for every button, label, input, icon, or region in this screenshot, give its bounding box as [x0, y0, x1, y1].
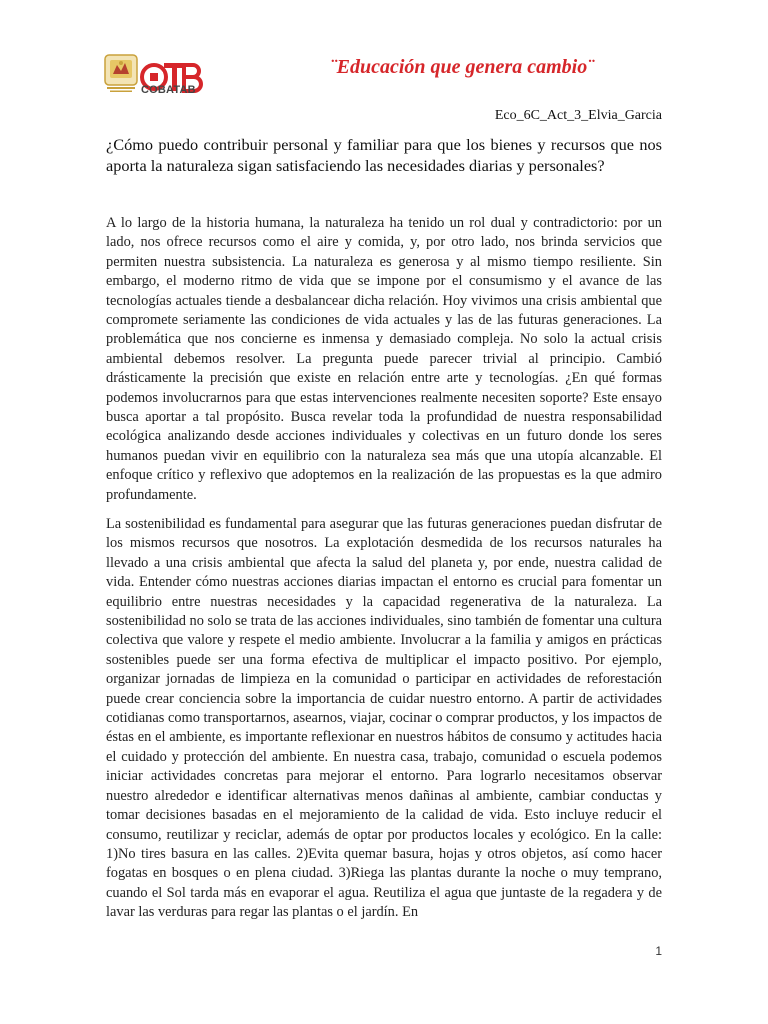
page-header	[0, 0, 768, 100]
header-motto: ¨Educación que genera cambio¨	[330, 56, 594, 78]
document-id: Eco_6C_Act_3_Elvia_Garcia	[494, 108, 662, 123]
paragraph-sustainability: La sostenibilidad es fundamental para asegurar que las futuras generaciones puedan disfrutar de los mismos recursos que nosotros. La explotación desmedida de los recursos naturales ha llevado a una crisis ambiental que afecta la salud del planeta y, por ende, nuestra calidad de vida. Entender cómo nuestras acciones diarias impactan el entorno es crucial para fomentar un equilibrio entre nuestras necesidades y la capacidad regenerativa de la naturaleza. La sostenibilidad no solo se trata de las acciones individuales, sino también de fomentar una cultura colectiva que valore y respete el medio ambiente. Involucrar a la familia y amigos en prácticas sostenibles puede ser una forma efectiva de multiplicar el impacto positivo. Por ejemplo, organizar jornadas de limpieza en la comunidad o participar en actividades de reforestación puede crear conciencia sobre la importancia de cuidar nuestro entorno. A partir de actividades cotidianas como transportarnos, asearnos, viajar, cocinar o comprar productos, y los impactos de éstas en el ambiente, es importante reflexionar en nuestros hábitos de consumo y actitudes hacia el cuidado y protección del ambiente. En nuestra casa, trabajo, comunidad o escuela podemos iniciar actividades concretas para mejorar el entorno. Para lograrlo necesitamos observar nuestro alrededor e identificar alternativas menos dañinas al ambiente, cambiar conductas y tomar decisiones basadas en el mejoramiento de la calidad de vida. Esto incluye reducir el consumo, reutilizar y reciclar, además de optar por productos locales y ecológico. En la calle: 1)No tires basura en las calles. 2)Evita quemar basura, hojas y otros objetos, así como hacer fogatas en bosques o en plena ciudad. 3)Riega las plantas durante la noche o muy temprano, cuando el Sol tarda más en evaporar el agua. Reutiliza el agua que juntaste de la regadera y de lavar las verduras para regar las plantas o el jardín. En	[106, 516, 662, 921]
essay-question: ¿Cómo puedo contribuir personal y familiar para que los bienes y recursos que nos aporta la naturaleza sigan satisfaciendo las necesidades diarias y personales?	[106, 135, 662, 175]
state-seal-logo	[103, 54, 139, 94]
paragraph-intro: A lo largo de la historia humana, la naturaleza ha tenido un rol dual y contradictorio: por un lado, nos ofrece recursos como el aire y comida, y, por otro lado, nos brinda servicios que permiten nuestra subsistencia. La naturaleza es generosa y al mismo tiempo resiliente. Sin embargo, el moderno ritmo de vida que se impone por el consumismo y el avance de las tecnologías actuales tiende a desbalancear dicha relación. Hoy vivimos una crisis ambiental que compromete seriamente las condiciones de vida actuales y las de las futuras generaciones. La problemática que nos concierne es inmensa y demasiado compleja. No solo la actual crisis ambiental debemos resolver. La pregunta puede parecer trivial al principio. Cambió drásticamente la precisión que existe en relación entre arte y tecnologías. ¿En qué formas podemos involucrarnos para que estas intervenciones realmente necesiten soporte? Este ensayo busca aportar a tal propósito. Busca revelar toda la profundidad de nuestra responsabilidad ecológica analizando desde acciones individuales y colectivas en un futuro donde los seres humanos puedan vivir en equilibrio con la naturaleza sea más que una utopía alcanzable. El enfoque crítico y reflexivo que adoptemos en la realización de las propuestas es la que admiro profundamente.	[106, 215, 662, 503]
page-number: 1	[655, 944, 662, 958]
cobatab-logo-text: COBATAB	[141, 84, 196, 96]
